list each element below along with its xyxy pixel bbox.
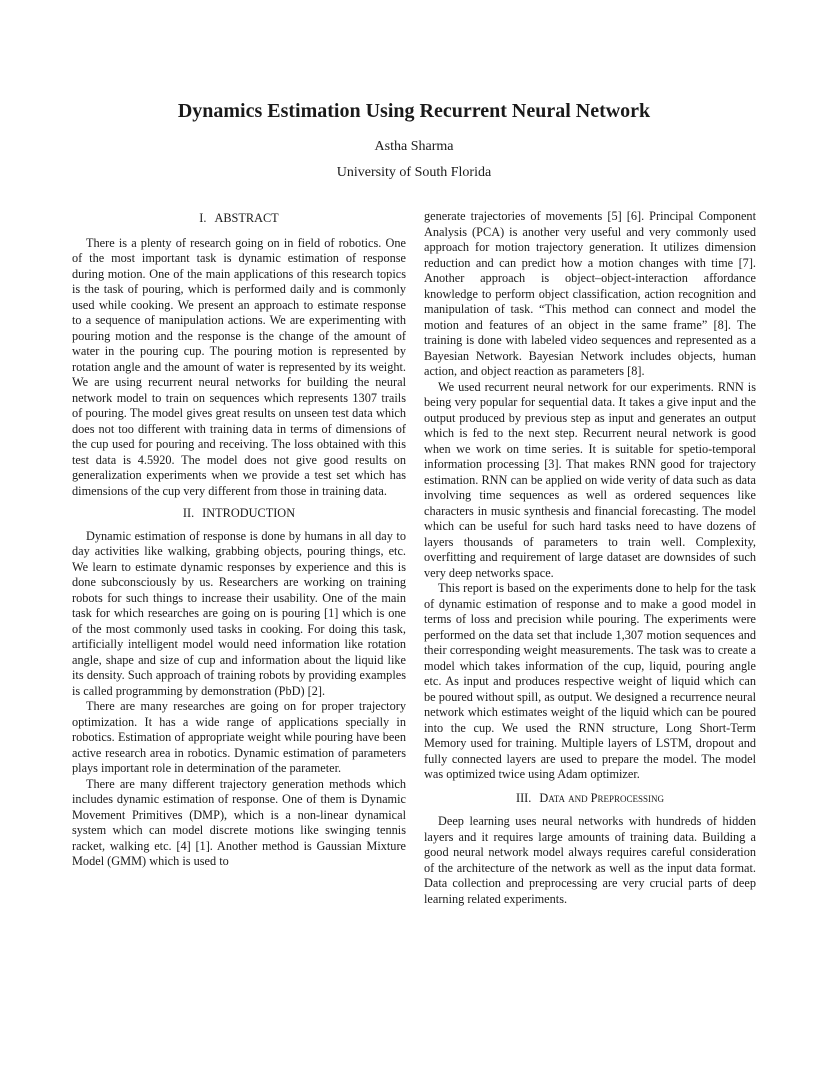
section-number: I.: [199, 211, 207, 225]
author-name: Astha Sharma: [374, 139, 454, 154]
intro-paragraph: There are many researches are going on for proper trajectory optimization. It has a wide range of applications specially in robotics. Estimation of appropriate weight while pouring have been active research area in robotics. Dynamic estimation of parameters plays important role in determination of the parameter.: [72, 699, 406, 775]
author-affiliation: University of South Florida: [336, 165, 492, 180]
section-number: III.: [515, 790, 532, 805]
abstract-paragraph: There is a plenty of research going on in field of robotics. One of the most important task is dynamic estimation of response during motion. One of the main applications of this research topics is the task of pouring, which is performed daily and is commonly used while cooking. We present an approach to estimate response to a sequence of manipulation actions. We are experimenting with pouring motion and the response is the change of the amount of water in the pouring cup. The pouring motion is represented by rotation angle and the amount of water is represented by its weight. We are using recurrent neural networks for building the neural network model to train on sequences which represents 1307 trails of pouring. The model gives great results on unseen test data which does not too different with training data in terms of dimensions of the cup used for pouring and receiving. The loss obtained with this test data is 4.5920. The model does not give good results on generalization experiments when we provide a test set which has dimensions of the cup very different from those in training data.: [72, 235, 406, 498]
section-heading-introduction: [72, 506, 406, 522]
intro-paragraph: Dynamic estimation of response is done by humans in all day to day activities like walking, grabbing objects, pouring things, etc. We learn to estimate dynamic responses by experience and this is done subconsciously by us. Researchers are working on training robots for such things to increase their usability. One of the main task for which researches are going on is pouring [1] which is one of the most commonly used tasks in cooking. For doing this task, artificially intelligent model would need information like rotation angle, shape and size of cup and information about the liquid like its density. Such approach of training robots by providing examples is called programming by demonstration (PbD) [2].: [72, 528, 406, 698]
section-title: INTRODUCTION: [202, 506, 296, 520]
paper-title: Dynamics Estimation Using Recurrent Neural Network: [177, 100, 651, 122]
section-number: II.: [182, 506, 195, 520]
section-title: Data and Preprocessing: [539, 790, 665, 805]
section-heading-data: [424, 791, 756, 807]
intro-paragraph: There are many different trajectory generation methods which includes dynamic estimation of response. One of them is Dynamic Movement Primitives (DMP), which is a non-linear dynamical system which can model discrete motions like swinging tennis racket, walking etc. [4] [1]. Another method is Gaussian Mixture Model (GMM) which is used to: [72, 776, 406, 868]
intro-paragraph: This report is based on the experiments done to help for the task of dynamic estimation of response and to make a good model in terms of loss and precision while pouring. The experiments were performed on the data set that include 1,307 motion sequences and their corresponding weight measurements. The task was to create a model which takes information of the cup, liquid, pouring angle etc. As input and produces respective weight of liquid which can be poured without spill, as output. We designed a recurrence neural network which estimates weight of the liquid which can be poured into the cup. We used the RNN structure, Long Short-Term Memory used for training. Multiple layers of LSTM, dropout and fully connected layers are used to prepare the model. The model was optimized twice using Adam optimizer.: [424, 581, 756, 781]
left-column: [72, 209, 406, 870]
intro-paragraph-continued: generate trajectories of movements [5] [6]. Principal Component Analysis (PCA) is another very useful and very commonly used approach for motion trajectory generation. It utilizes dimension reduction and can predict how a motion changes with time [7]. Another approach is object–object-interaction affordance knowledge to perform object classification, action recognition and manipulation of task. “This method can connect and model the motion and features of an object in the same frame” [8]. The training is done with labeled video sequences and represented as a Bayesian Network. Bayesian Network includes objects, human action, and object reaction as parameters [8].: [424, 209, 756, 378]
data-paragraph: Deep learning uses neural networks with hundreds of hidden layers and it requires large amounts of training data. Building a good neural network model always requires careful consideration of the architecture of the network as well as the input data format. Data collection and preprocessing are very crucial parts of deep learning related experiments.: [424, 814, 756, 906]
intro-paragraph: We used recurrent neural network for our experiments. RNN is being very popular for sequential data. It takes a give input and the output produced by previous step as input and generates an output which is fed to the next step. Recurrent neural network is good when we work on time series. It is suitable for spetio-temporal information processing [3]. That makes RNN good for trajectory estimation. RNN can be applied on wide verity of data such as data involving time sequences as well as ordered sequences like characters in music synthesis and financial forecasting. The model which can be useful for such hard tasks need to have dozens of layers thousands of parameters to train well. Complexity, overfitting and requirement of large dataset are downsides of such very deep networks space.: [424, 379, 756, 580]
right-column: [424, 209, 756, 907]
section-heading-abstract: [72, 211, 406, 227]
section-title: ABSTRACT: [214, 211, 279, 225]
